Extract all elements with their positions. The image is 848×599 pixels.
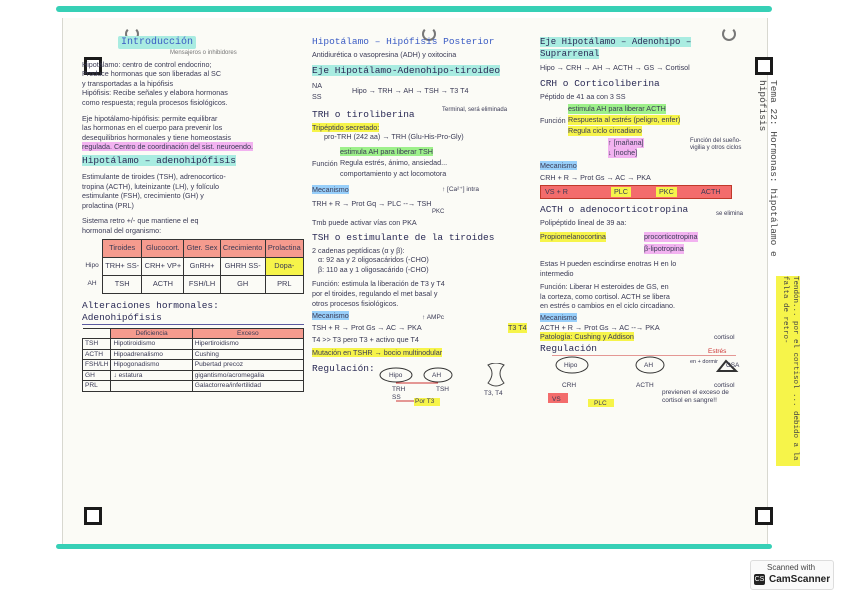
reg-node: T3, T4 [484,390,503,398]
table-cell: ↓ estatura [111,370,192,381]
table-cell: Galactorrea/infertilidad [192,381,303,392]
t4-note: T4 >> T3 pero T3 + activo que T4 [312,335,419,345]
red-box-item: PKC [656,187,677,197]
table-cell: FSH/LH [83,360,111,371]
func-label: Función [312,158,338,168]
intro-line: y transportadas a la hipófisis [82,78,174,88]
steroid-line: Estas H pueden escindirse enotras H en lo [540,258,677,268]
table-cell: GnRH+ [184,257,220,275]
table-cell: Cushing [192,349,303,360]
feedback-line: hormonal del organismo: [82,225,162,235]
func-item: Regula ciclo circadiano [568,126,642,136]
hormone-list-line: estimulante (FSH), crecimiento (GH) y [82,191,204,201]
table-cell: GHRH SS- [220,257,265,275]
func-item: Regula estrés, ánimo, ansiedad... [340,157,448,167]
csa-label: CSA [726,362,740,370]
pathology-note: Patología: Cushing y Addison [540,332,634,342]
propio-a: procorticotropina [644,231,698,241]
intro-line: Hipotálamo: centro de control endocrino; [82,59,212,69]
table-cell: PRL [265,275,303,293]
circadian-item: ↓ [noche] [608,148,638,158]
mec-pkc: PKC [432,209,445,216]
crh-title: CRH o Corticoliberina [540,77,660,89]
reg-node: TSH [436,386,449,394]
table-header: Gter. Sex [184,239,220,257]
corner-marker-icon [755,57,773,75]
suprarrenal-flow: Hipo → CRH → AH → ACTH → GS → Cortisol [540,63,690,72]
tsh-func-line: por el tiroides, regulando el met basal y [312,288,438,298]
reg-node: Hipo [389,372,403,380]
acth-func-line: la corteza, como cortisol. ACTH se libera [540,291,670,301]
reg-node: cortisol [714,382,735,390]
table-cell: ACTH [142,275,184,293]
tsh-title: TSH o estimulante de la tiroides [312,231,495,243]
sticky-note: Tendón... por el cortisol ... debido a la falta de retro- [776,276,800,466]
hormone-list-line: tropina (ACTH), luteinizante (LH), y folículo [82,181,220,191]
reg-note: cortisol en sangre!! [662,397,717,405]
steroid-line: intermedio [540,268,574,278]
na-label: NA [312,80,322,90]
mutation-note: Mutación en TSHR → bocio multinodular [312,347,443,357]
table-cell: ACTH [83,349,111,360]
mechanism-flow: TSH + R → Prot Gs → AC → PKA [312,323,422,333]
mechanism-flow: TRH + R → Prot Gq → PLC --→ TSH [312,198,432,208]
reg-node: ACTH [636,382,654,390]
column-hipofisis-tiroideo [312,36,532,407]
intro-title: Introducción [118,36,196,49]
tsh-func-line: Función: estimula la liberación de T3 y T4 [312,279,445,289]
reg-node: Por T3 [415,398,435,406]
func-item: Respuesta al estrés (peligro, enfer) [568,115,681,125]
trh-title: TRH o tiroliberina [312,108,415,120]
corner-marker-icon [755,507,773,525]
subtitle-hipotalamo-adenohipofisis: Hipotálamo – adenohipófisis [82,154,236,166]
axis-paragraph-line: Eje hipotálamo-hipófisis: permite equilibrar [82,113,218,123]
mec-ca: ↑ [Ca²⁺] intra [442,185,480,193]
red-box-item: PLC [611,187,631,197]
table-cell: PRL [83,381,111,392]
feedback-line: Sistema retro +/- que mantiene el eq [82,216,199,226]
reg-node: TRH [392,386,406,394]
thyroid-shape [488,363,504,386]
reg-node: PLC [594,400,607,408]
row-label: Hipo [85,262,99,270]
red-box-item: VS + R [545,187,568,197]
table-cell [111,381,192,392]
alterations-table [82,328,304,393]
hormone-list-line: prolactina (PRL) [82,200,134,210]
table-cell: GH [220,275,265,293]
corner-marker-icon [84,507,102,525]
top-binding-strip [56,6,772,12]
posterior-line: Antidiurética o vasopresina (ADH) y oxitocina [312,50,457,59]
intro-line: Hipófisis: Recibe señales y elabora hormonas [82,88,228,98]
column-introduction [82,36,304,392]
tsh-line: α: 92 aa y 2 oligosacáridos (-CHO) [318,255,429,265]
mechanism-label: Mecanismo [312,184,349,194]
mechanism-label: Mecanismo [540,312,577,322]
tsh-func-line: otros procesos fisiológicos. [312,298,399,308]
mec3-t: T3 T4 [508,323,527,333]
table-header: Crecimiento [220,239,265,257]
table-header: Deficiencia [111,328,192,339]
table-cell: CRH+ VP+ [142,257,184,275]
table-header: Tiroides [103,239,142,257]
mechanism-flow: CRH + R → Prot Gs → AC → PKA [540,172,651,182]
trh-pro: pro-TRH (242 aa) → TRH (Glu-His-Pro-Gly) [324,132,464,142]
circadian-note: Función del sueño-vigilia y otros ciclos [690,138,742,152]
table-cell: TSH [83,339,111,350]
tsh-line: β: 110 aa y 1 oligosacárido (-CHO) [318,264,429,274]
section-title-suprarrenal: Eje Hipotálamo – Adenohipo – Suprarrenal [540,37,692,59]
acth-func-line: en estrés o cambios en el ciclo circadiano. [540,301,676,311]
mec-ampc: ↑ AMPc [422,314,445,322]
func-item: comportamiento y act locomotora [340,168,447,178]
axis-paragraph-line: desequilibrios hormonales y tiene homeostasis [82,132,232,142]
regulation-label: Regulación [540,343,598,355]
func-item: estimula AH para liberar TSH [340,146,433,156]
reg-node: CRH [562,382,577,390]
table-header: Prolactina [265,239,303,257]
reg-node: AH [432,372,442,380]
acth-peptide: Polipéptido lineal de 39 aa: [540,218,627,228]
hormone-axis-table [82,239,304,294]
cortisol-label: cortisol [714,334,735,342]
trh-tag: Tripéptido secretado: [312,122,380,132]
reg-note: previenen el exceso de [662,389,729,397]
table-cell: Hipogonadismo [111,360,192,371]
on-label: en + dormir [690,359,718,366]
reg-node: VS [552,396,561,404]
table-cell: TRH+ SS- [103,257,142,275]
acth-title: ACTH o adenocorticotropina [540,204,689,216]
regulation-label: Regulación: [312,363,375,375]
column-suprarrenal [540,36,752,407]
camscanner-logo-icon: CS [754,576,765,583]
table-cell: Hipoadrenalismo [111,349,192,360]
alterations-title: Alteraciones hormonales: Adenohipófisis [82,300,304,325]
tiroideo-flow: Hipo → TRH → AH → TSH → T3 T4 [352,85,469,95]
axis-paragraph-line: regulada. Centro de coordinación del sist. neuroendo. [82,142,254,152]
reg-node: Hipo [564,362,578,370]
crh-peptide: Péptido de 41 aa con 3 SS [540,91,626,101]
table-cell: Pubertad precoz [192,360,303,371]
mechanism-label: Mecanismo [312,311,349,321]
reg-node: SS [392,394,401,402]
table-cell: Dopa- [265,257,303,275]
table-cell: gigantismo/acromegalia [192,370,303,381]
scanner-line2: CamScanner [769,574,831,585]
reg-node: AH [644,362,654,370]
table-cell: GH [83,370,111,381]
mechanism-note: Tmb puede activar vías con PKA [312,217,417,227]
estres-label: Estrés [708,348,727,356]
mechanism-flow: ACTH + R → Prot Gs → AC --→ PKA [540,322,660,332]
intro-line: Produce hormonas que son liberadas al SC [82,69,222,79]
scanner-line1: Scanned with [767,563,816,572]
vertical-topic-title: Tema 22: Hormonas: hipotálamo e hipófisis [757,80,779,257]
subtitle-eje-tiroideo: Eje Hipotálamo-Adenohipo-tiroideo [312,64,501,76]
table-cell: TSH [103,275,142,293]
ss-label: SS [312,91,322,101]
red-mechanism-box [540,185,732,199]
section-title-posterior: Hipotálamo – Hipófisis Posterior [312,36,495,47]
acth-func-line: Función: Liberar H esteroides de GS, en [540,282,669,292]
table-header: Exceso [192,328,303,339]
table-cell: Hipotiroidismo [111,339,192,350]
camscanner-badge [750,560,834,590]
propio-b: β-lipotropina [644,243,684,253]
red-box-item: ACTH [701,187,721,197]
tsh-line: 2 cadenas peptídicas (α y β): [312,245,405,255]
mechanism-label: Mecanismo [540,161,577,171]
intro-small-note: Mensajeros o inhibidores [170,50,237,56]
table-cell: FSH/LH [184,275,220,293]
func-item: estimula AH para liberar ACTH [568,104,666,114]
acth-note: se elimina [716,211,744,218]
propio-label: Propiomelanocortina [540,231,606,241]
axis-paragraph-line: las hormonas en el cuerpo para prevenir los [82,123,223,133]
table-header: Glucocort. [142,239,184,257]
func-label: Función [540,116,566,126]
trh-note: Terminal, será eliminada [442,106,508,113]
table-cell: Hipertiroidismo [192,339,303,350]
circadian-item: ↑ [mañana] [608,138,644,148]
bottom-binding-strip [56,544,772,549]
intro-line: como respuesta; regula procesos fisiológicos. [82,97,228,107]
hormone-list-line: Estimulante de tiroides (TSH), adrenocortico- [82,171,226,181]
row-label: AH [87,280,97,288]
